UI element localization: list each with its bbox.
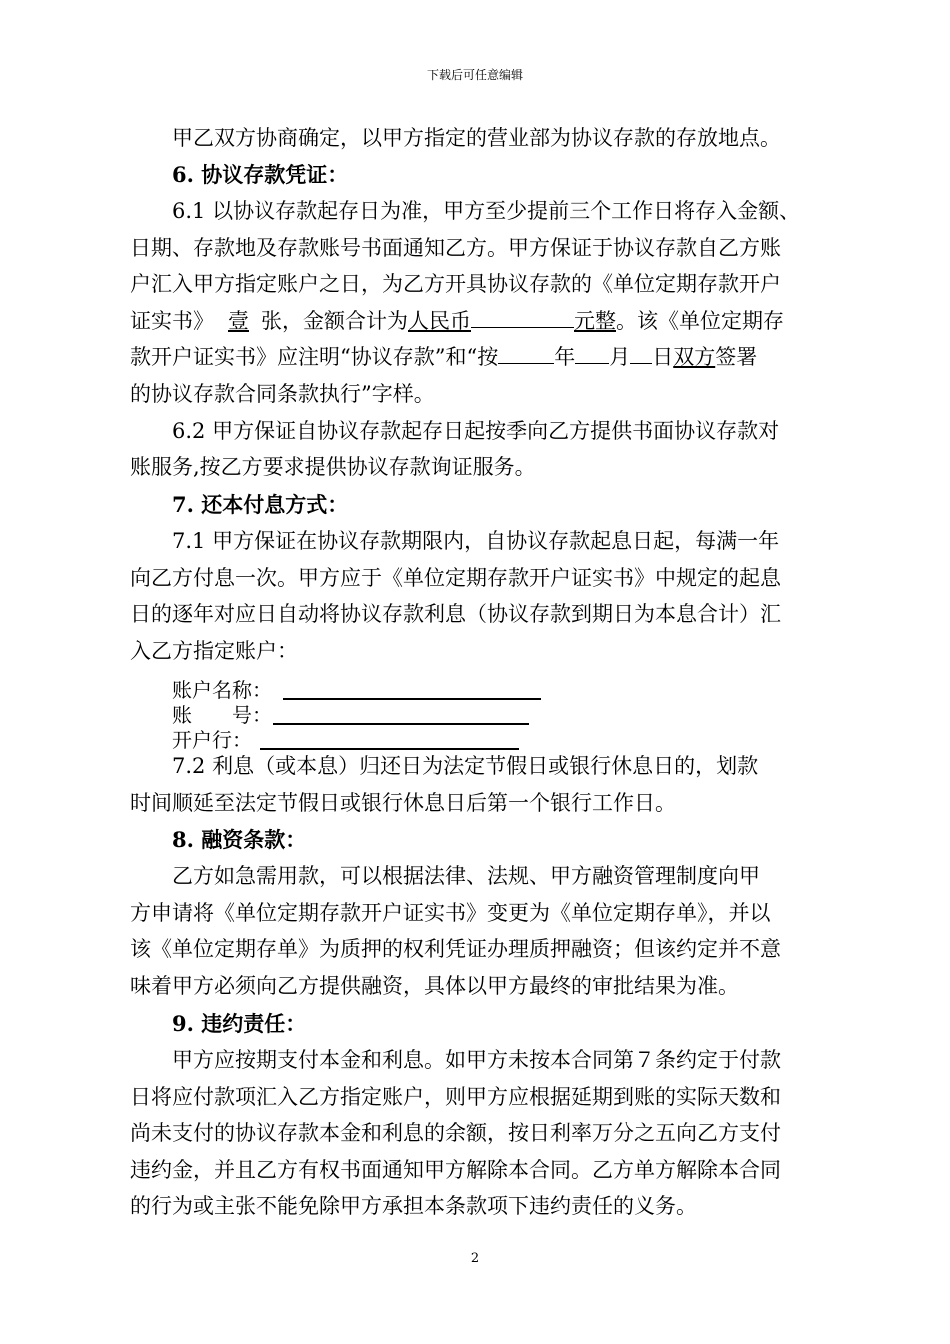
- paragraph-line: [130, 307, 784, 335]
- paragraph-line: [130, 343, 757, 371]
- text-run: 张，金额合计为: [261, 309, 408, 333]
- paragraph-line: 入乙方指定账户：: [130, 639, 298, 663]
- section-heading-9: 9. 违约责任：: [172, 1011, 307, 1036]
- paragraph-line: 甲乙双方协商确定，以甲方指定的营业部为协议存款的存放地点。: [172, 126, 781, 150]
- paragraph-line: 7.1 甲方保证在协议存款期限内，自协议存款起息日起，每满一年: [172, 529, 780, 553]
- paragraph-line: 方申请将《单位定期存款开户证实书》变更为《单位定期存单》，并以: [130, 901, 771, 925]
- section-heading-8: 8. 融资条款：: [172, 827, 307, 852]
- text-run: 月: [609, 345, 631, 369]
- page-header: 下载后可任意编辑: [426, 68, 523, 82]
- month-blank: [575, 343, 609, 364]
- text-run: 款开户证实书》应注明“协议存款”和“按: [130, 345, 499, 369]
- paragraph-line: 账服务,按乙方要求提供协议存款询证服务。: [130, 455, 536, 479]
- paragraph-line: 违约金，并且乙方有权书面通知甲方解除本合同。乙方单方解除本合同: [130, 1158, 781, 1182]
- paragraph-line: 的协议存款合同条款执行”字样。: [130, 382, 435, 406]
- text-run: 年: [554, 345, 576, 369]
- account-name-label: 账户名称：: [172, 678, 272, 702]
- paragraph-line: 日将应付款项汇入乙方指定账户，则甲方应根据延期到账的实际天数和: [130, 1085, 781, 1109]
- text-run: 签署: [715, 345, 758, 369]
- paragraph-line: 该《单位定期存单》为质押的权利凭证办理质押融资；但该约定并不意: [130, 937, 781, 961]
- account-number-label: 账 号：: [172, 703, 272, 727]
- paragraph-line: 日期、存款地及存款账号书面通知乙方。甲方保证于协议存款自乙方账: [130, 236, 781, 260]
- amount-blank: [471, 307, 574, 328]
- amount-suffix: 元整: [574, 309, 616, 333]
- parties-label: 双方: [673, 345, 716, 369]
- paragraph-line: 户汇入甲方指定账户之日，为乙方开具协议存款的《单位定期存款开户: [130, 272, 781, 296]
- text-run: 。该《单位定期存: [616, 309, 784, 333]
- paragraph-line: 7.2 利息（或本息）归还日为法定节假日或银行休息日的，划款: [172, 754, 759, 778]
- bank-field: [260, 748, 519, 750]
- paragraph-line: 向乙方付息一次。甲方应于《单位定期存款开户证实书》中规定的起息: [130, 566, 781, 590]
- page-number: 2: [470, 1251, 480, 1266]
- copies-count: 壹: [228, 309, 249, 333]
- paragraph-line: 6.2 甲方保证自协议存款起存日起按季向乙方提供书面协议存款对: [172, 419, 780, 443]
- paragraph-line: 甲方应按期支付本金和利息。如甲方未按本合同第７条约定于付款: [172, 1048, 781, 1072]
- bank-label: 开户行：: [172, 728, 252, 752]
- paragraph-line: 乙方如急需用款，可以根据法律、法规、甲方融资管理制度向甲: [172, 864, 760, 888]
- paragraph-line: 日的逐年对应日自动将协议存款利息（协议存款到期日为本息合计）汇: [130, 602, 781, 626]
- year-blank: [498, 343, 554, 364]
- section-heading-6: 6. 协议存款凭证：: [172, 162, 349, 187]
- paragraph-line: 尚未支付的协议存款本金和利息的余额，按日利率万分之五向乙方支付: [130, 1121, 781, 1145]
- text-run: 日: [652, 345, 674, 369]
- day-blank: [630, 343, 652, 364]
- account-name-field: [283, 698, 541, 700]
- text-run: 证实书》: [130, 309, 214, 333]
- currency-label: 人民币: [408, 309, 471, 333]
- section-heading-7: 7. 还本付息方式：: [172, 492, 349, 517]
- account-number-field: [273, 723, 529, 725]
- paragraph-line: 味着甲方必须向乙方提供融资，具体以甲方最终的审批结果为准。: [130, 974, 739, 998]
- paragraph-line: 的行为或主张不能免除甲方承担本条款项下违约责任的义务。: [130, 1194, 697, 1218]
- paragraph-line: 时间顺延至法定节假日或银行休息日后第一个银行工作日。: [130, 791, 676, 815]
- paragraph-line: 6.1 以协议存款起存日为准，甲方至少提前三个工作日将存入金额、: [172, 199, 801, 223]
